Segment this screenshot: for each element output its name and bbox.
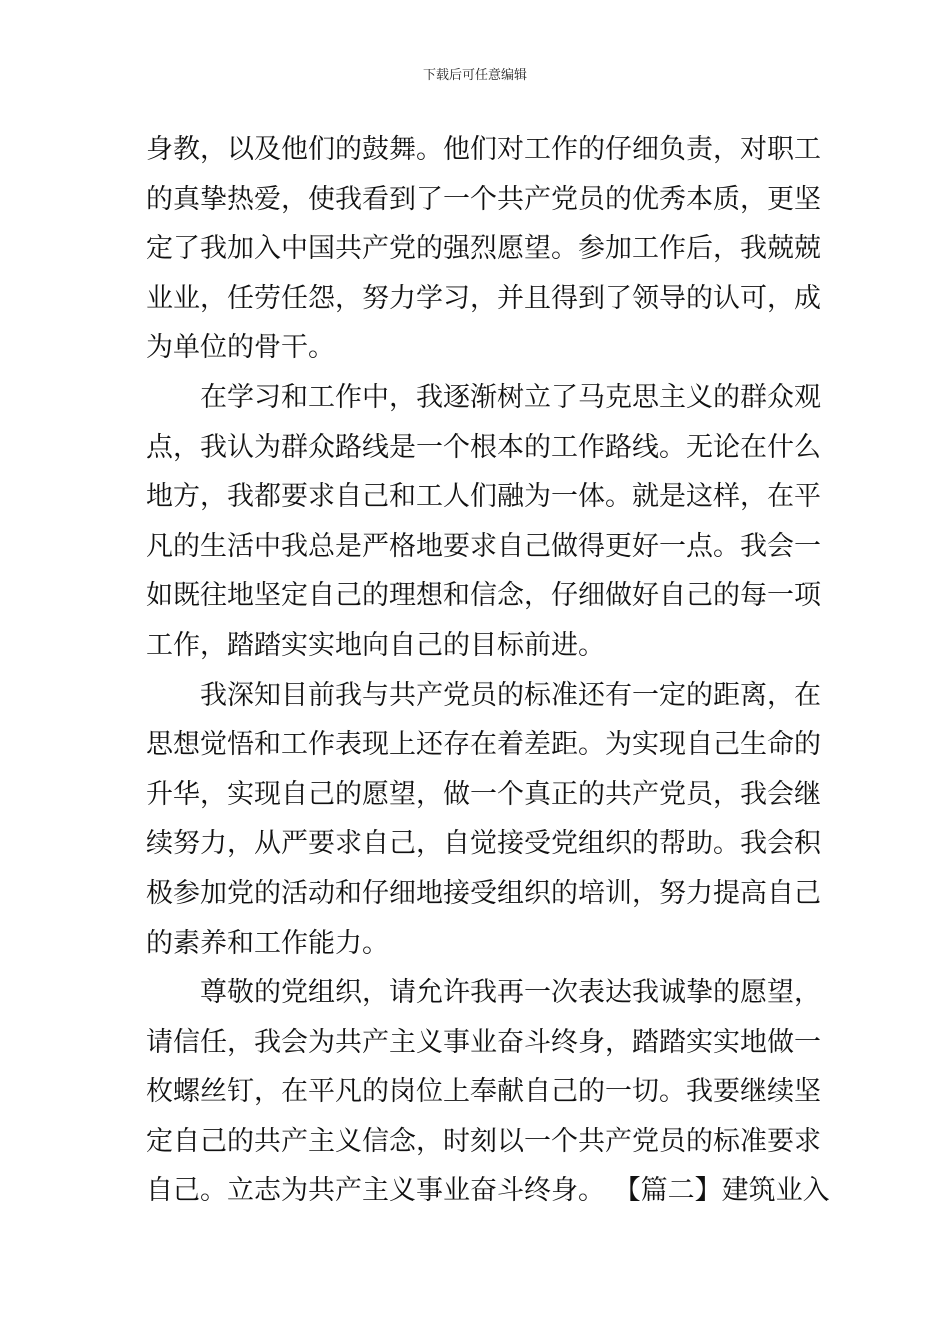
- text-line: 续努力，从严要求自己，自觉接受党组织的帮助。我会积: [146, 828, 821, 860]
- text-line: 升华，实现自己的愿望，做一个真正的共产党员，我会继: [146, 778, 821, 810]
- text-line: 请信任，我会为共产主义事业奋斗终身，踏踏实实地做一: [146, 1026, 821, 1058]
- text-line: 思想觉悟和工作表现上还存在着差距。为实现自己生命的: [146, 729, 821, 761]
- text-line: 我深知目前我与共产党员的标准还有一定的距离，在: [200, 679, 821, 711]
- text-line: 如既往地坚定自己的理想和信念，仔细做好自己的每一项: [146, 580, 821, 612]
- text-line: 身教，以及他们的鼓舞。他们对工作的仔细负责，对职工: [146, 134, 821, 165]
- text-line: 点，我认为群众路线是一个根本的工作路线。无论在什么: [146, 431, 821, 463]
- text-line: 的素养和工作能力。: [146, 927, 389, 959]
- paragraph-3: [146, 671, 821, 969]
- text-line: 极参加党的活动和仔细地接受组织的培训，努力提高自己: [146, 877, 821, 909]
- text-line: 定了我加入中国共产党的强烈愿望。参加工作后，我兢兢: [146, 233, 821, 265]
- text-line: 业业，任劳任怨，努力学习，并且得到了领导的认可，成: [146, 282, 821, 314]
- text-line: 在学习和工作中，我逐渐树立了马克思主义的群众观: [200, 381, 821, 413]
- paragraph-2: [146, 373, 821, 671]
- text-line: 定自己的共产主义信念，时刻以一个共产党员的标准要求: [146, 1125, 821, 1157]
- text-line: 凡的生活中我总是严格地要求自己做得更好一点。我会一: [146, 530, 821, 562]
- text-line: 为单位的骨干。: [146, 332, 335, 364]
- text-line: 自己。立志为共产主义事业奋斗终身。 【篇二】建筑业入: [146, 1175, 830, 1207]
- text-line: 地方，我都要求自己和工人们融为一体。就是这样，在平: [146, 481, 821, 513]
- paragraph-1: [146, 125, 821, 373]
- text-line: 工作，踏踏实实地向自己的目标前进。: [146, 629, 605, 661]
- text-line: 的真挚热爱，使我看到了一个共产党员的优秀本质，更坚: [146, 183, 821, 215]
- text-line: 枚螺丝钉，在平凡的岗位上奉献自己的一切。我要继续坚: [146, 1076, 821, 1108]
- page-header: 下载后可任意编辑: [422, 68, 527, 83]
- text-line: 尊敬的党组织，请允许我再一次表达我诚挚的愿望，: [200, 977, 821, 1009]
- paragraph-4: [146, 968, 830, 1216]
- document-body: [146, 125, 830, 1216]
